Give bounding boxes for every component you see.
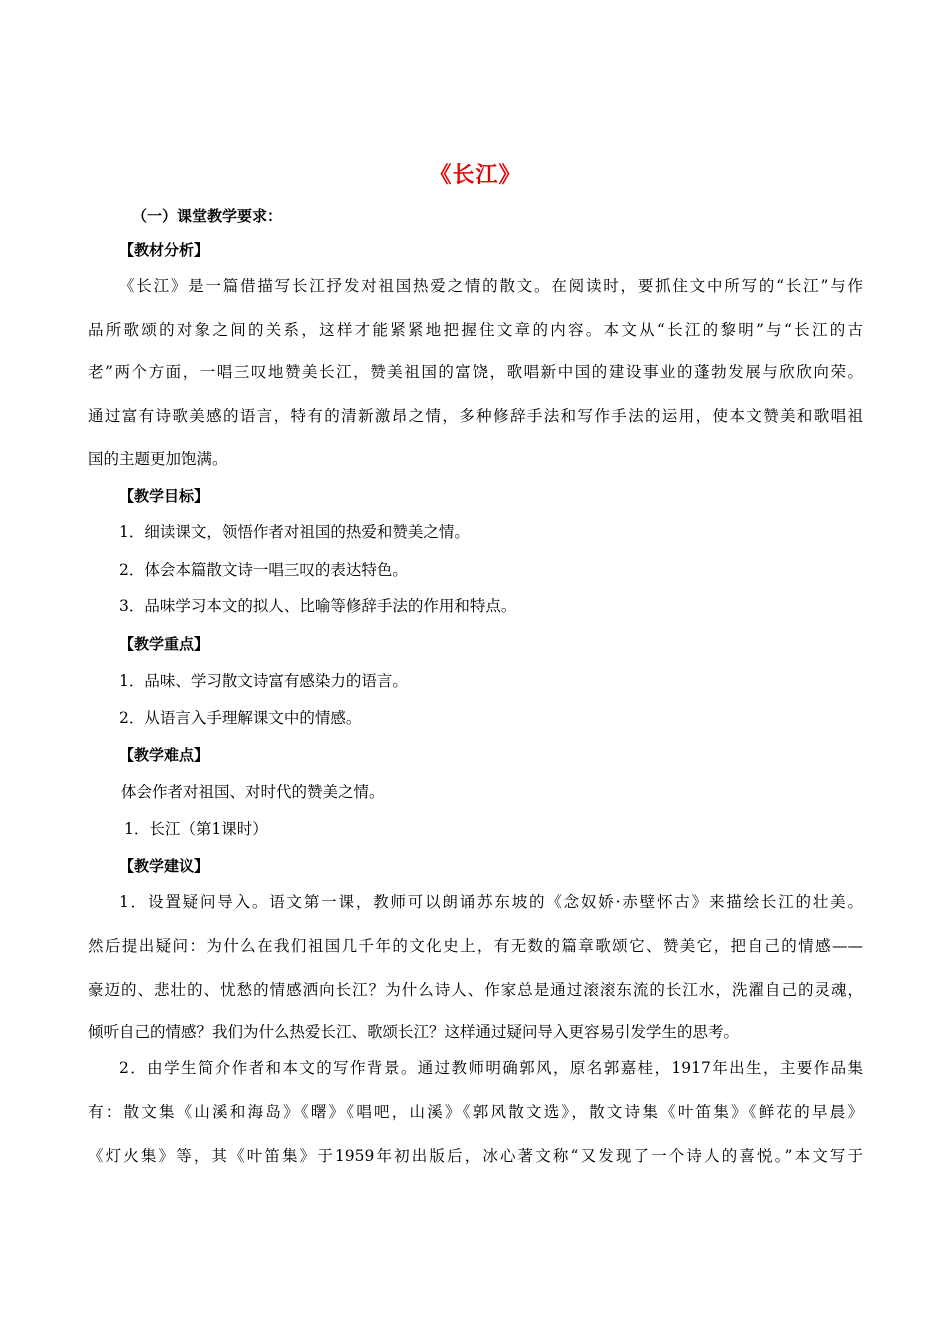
paragraph-line: 1．设置疑问导入。语文第一课，教师可以朗诵苏东坡的《念奴娇·赤壁怀古》来描绘长江的壮美。	[119, 893, 863, 911]
paragraph-line: 《长江》是一篇借描写长江抒发对祖国热爱之情的散文。在阅读时，要抓住文中所写的“长江”与作	[119, 277, 863, 295]
document-title: 《长江》	[429, 163, 522, 188]
list-item: 1．细读课文，领悟作者对祖国的热爱和赞美之情。	[119, 523, 470, 541]
paragraph-line: 有：散文集《山溪和海岛》《曙》《唱吧，山溪》《郭风散文选》，散文诗集《叶笛集》《鲜花的早晨》	[88, 1103, 863, 1121]
paragraph-line: 倾听自己的情感？我们为什么热爱长江、歌颂长江？这样通过疑问导入更容易引发学生的思考。	[88, 1023, 740, 1041]
key-points-heading: 【教学重点】	[119, 635, 210, 653]
list-item: 2．体会本篇散文诗一唱三叹的表达特色。	[119, 561, 408, 579]
teaching-goals-heading: 【教学目标】	[119, 487, 210, 505]
difficult-points-heading: 【教学难点】	[119, 746, 210, 764]
paragraph-line: 国的主题更加饱满。	[88, 450, 228, 468]
material-analysis-heading: 【教材分析】	[119, 241, 210, 259]
difficult-points-text: 体会作者对祖国、对时代的赞美之情。	[121, 783, 385, 801]
suggestions-heading: 【教学建议】	[119, 857, 210, 875]
paragraph-line: 品所歌颂的对象之间的关系，这样才能紧紧地把握住文章的内容。本文从“长江的黎明”与“长江的古	[88, 321, 863, 339]
list-item: 3．品味学习本文的拟人、比喻等修辞手法的作用和特点。	[119, 597, 517, 615]
paragraph-line: 豪迈的、悲壮的、忧愁的情感洒向长江？为什么诗人、作家总是通过滚滚东流的长江水，洗濯自己的灵魂，	[88, 981, 863, 999]
paragraph-line: 2．由学生简介作者和本文的写作背景。通过教师明确郭风，原名郭嘉桂，1917年出生，主要作品集	[119, 1059, 863, 1077]
paragraph-line: 老”两个方面，一唱三叹地赞美长江，赞美祖国的富饶，歌唱新中国的建设事业的蓬勃发展与欣欣向荣。	[88, 363, 863, 381]
list-item: 2．从语言入手理解课文中的情感。	[119, 709, 362, 727]
paragraph-line: 然后提出疑问：为什么在我们祖国几千年的文化史上，有无数的篇章歌颂它、赞美它，把自己的情感——	[88, 937, 863, 955]
section-heading: （一）课堂教学要求：	[132, 207, 283, 225]
lesson-label: 1．长江（第1课时）	[124, 820, 268, 838]
list-item: 1．品味、学习散文诗富有感染力的语言。	[119, 672, 408, 690]
paragraph-line: 《灯火集》等，其《叶笛集》于1959年初出版后，冰心著文称“又发现了一个诗人的喜悦。”本文写于	[88, 1147, 863, 1165]
paragraph-line: 通过富有诗歌美感的语言，特有的清新激昂之情，多种修辞手法和写作手法的运用，使本文赞美和歌唱祖	[88, 407, 863, 425]
